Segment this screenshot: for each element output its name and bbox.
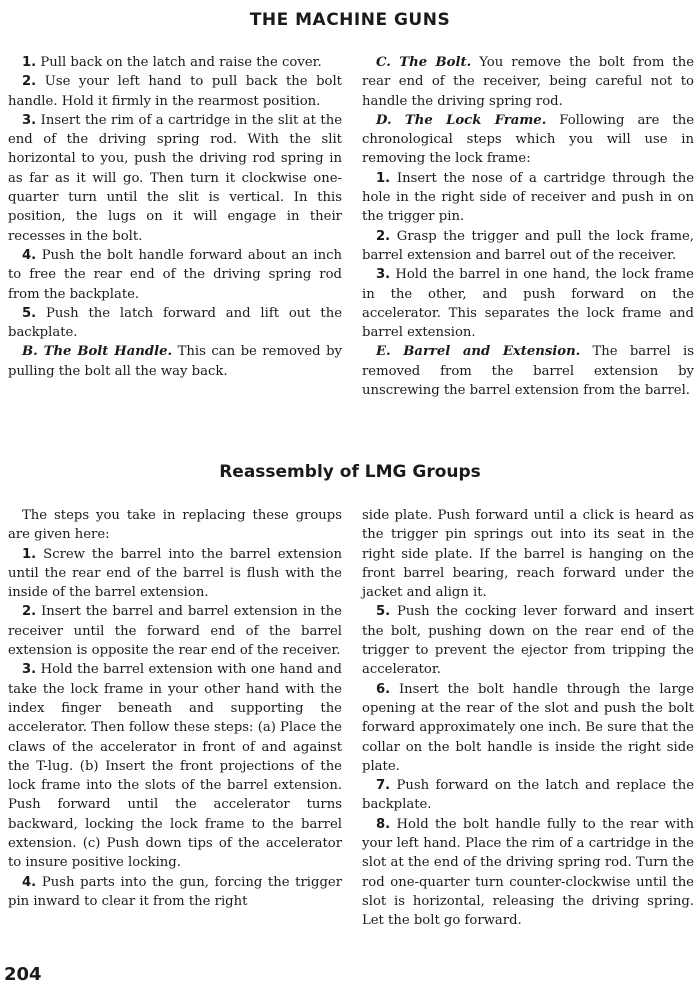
paragraph [8, 873, 342, 912]
step-number: 4. [22, 874, 37, 890]
paragraph-text: Following are the chronological steps which you will use in removing the lock frame: [362, 112, 694, 167]
paragraph-text: The steps you take in replacing these groups are given here: [8, 508, 342, 543]
paragraph [8, 246, 342, 304]
paragraph-text: Insert the rim of a cartridge in the slit at the end of the driving spring rod. With the slit horizontal to you, push the driving rod spring in as far as it will go. Then turn it clockwise one-quarter turn until the slit is vertical. In this position, the lugs on it will engage in their recesses in the bolt. [8, 112, 343, 244]
subsection-label: B. The Bolt Handle. [22, 344, 173, 360]
paragraph [362, 776, 694, 815]
step-number: 2. [22, 74, 37, 90]
paragraph [362, 53, 694, 111]
paragraph [362, 227, 694, 266]
step-number: 5. [22, 305, 37, 321]
step-number: 3. [22, 112, 37, 128]
step-number: 2. [22, 604, 37, 620]
paragraph-text: Push parts into the gun, forcing the trigger pin inward to clear it from the right [8, 874, 343, 909]
step-number: 7. [376, 778, 391, 794]
step-number: 1. [22, 55, 37, 70]
paragraph [8, 111, 342, 246]
paragraph [362, 265, 694, 342]
paragraph-text: Insert the nose of a cartridge through the hole in the right side of receiver and push in on the trigger pin. [362, 170, 694, 225]
section-heading: Reassembly of LMG Groups [219, 462, 481, 482]
page-number: 204 [4, 964, 42, 985]
step-number: 2. [376, 228, 391, 244]
step-number: 3. [22, 662, 37, 678]
paragraph [8, 53, 342, 72]
paragraph [8, 545, 342, 603]
paragraph [362, 111, 694, 169]
paragraph [362, 342, 694, 400]
paragraph-text: Push forward on the latch and replace the backplate. [362, 778, 694, 813]
paragraph-text: You remove the bolt from the rear end of the receiver, being careful not to handle the driving spring rod. [362, 55, 695, 109]
step-number: 3. [376, 267, 391, 283]
paragraph [8, 72, 342, 111]
paragraph [362, 506, 694, 602]
subsection-label: C. The Bolt. [376, 55, 472, 70]
paragraph-text: side plate. Push forward until a click is heard as the trigger pin springs out into its seat in the right side plate. If the barrel is hanging on the front barrel bearing, reach forward under the jacket and align it. [362, 508, 694, 601]
paragraph [8, 304, 342, 343]
paragraph-text: Push the cocking lever forward and insert the bolt, pushing down on the rear end of the trigger to prevent the ejector from tripping the accelerator. [362, 604, 694, 678]
paragraph-text: Hold the barrel in one hand, the lock frame in the other, and push forward on the accelerator. This separates the lock frame and barrel extension. [362, 267, 694, 341]
paragraph [362, 169, 694, 227]
paragraph [8, 660, 342, 872]
step-number: 8. [376, 816, 391, 832]
paragraph [362, 815, 694, 931]
subsection-label: D. The Lock Frame. [376, 112, 547, 128]
step-number: 4. [22, 247, 37, 263]
paragraph-text: Push the latch forward and lift out the backplate. [8, 305, 342, 341]
paragraph-text: Use your left hand to pull back the bolt handle. Hold it firmly in the rearmost position. [8, 74, 342, 109]
paragraph-text: Pull back on the latch and raise the cover. [40, 55, 322, 70]
paragraph [362, 680, 694, 776]
column-bottom-left [8, 506, 342, 911]
step-number: 1. [22, 546, 37, 562]
column-top-left [8, 53, 342, 381]
paragraph-text: Grasp the trigger and pull the lock frame, barrel extension and barrel out of the receiver. [362, 228, 694, 263]
paragraph-text: The barrel is removed from the barrel extension by unscrewing the barrel extension from the barrel. [362, 344, 694, 399]
paragraph-text: Hold the barrel extension with one hand and take the lock frame in your other hand with the index finger beneath and supporting the accelerator. Then follow these steps: (a) Place the claws of the accelerator in front of and against the T-lug. (b) Insert the front projections of the lock frame into the slots of the barrel extension. Push forward until the accelerator turns backward, locking the lock frame to the barrel extension. (c) Push down tips of the accelerator to insure positive locking. [8, 662, 342, 871]
page-title: THE MACHINE GUNS [249, 10, 451, 30]
paragraph [8, 602, 342, 660]
column-bottom-right [362, 506, 694, 931]
paragraph [8, 506, 342, 545]
paragraph-text: Screw the barrel into the barrel extension until the rear end of the barrel is flush with the inside of the barrel extension. [8, 546, 342, 601]
column-top-right [362, 53, 694, 400]
paragraph-text: Push the bolt handle forward about an inch to free the rear end of the driving spring rod from the backplate. [8, 247, 342, 302]
paragraph-text: Insert the barrel and barrel extension in the receiver until the forward end of the barrel extension is opposite the rear end of the receiver. [8, 604, 342, 659]
paragraph [8, 342, 342, 381]
step-number: 1. [376, 170, 391, 186]
step-number: 6. [376, 681, 391, 697]
paragraph [362, 602, 694, 679]
paragraph-text: This can be removed by pulling the bolt all the way back. [8, 344, 342, 379]
paragraph-text: Insert the bolt handle through the large opening at the rear of the slot and push the bolt forward approximately one inch. Be sure that the collar on the bolt handle is inside the right side plate. [362, 681, 694, 774]
paragraph-text: Hold the bolt handle fully to the rear with your left hand. Place the rim of a cartridge in the slot at the end of the driving spring rod. Turn the rod one-quarter turn counter-clockwise until the slot is horizontal, releasing the driving spring. Let the bolt go forward. [362, 816, 694, 929]
step-number: 5. [376, 604, 391, 620]
subsection-label: E. Barrel and Extension. [376, 344, 581, 360]
